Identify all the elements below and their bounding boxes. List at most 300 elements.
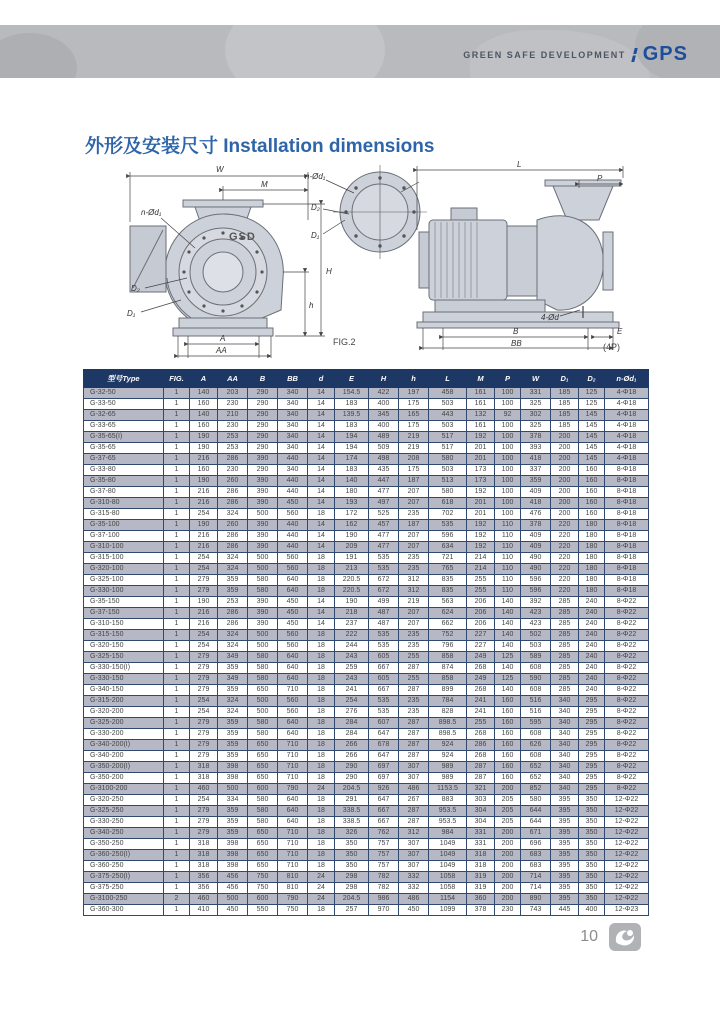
- value-cell: 395: [551, 817, 579, 828]
- value-cell: 132: [467, 410, 495, 421]
- value-cell: 295: [579, 784, 605, 795]
- table-row: [84, 729, 649, 740]
- value-cell: 953.5: [429, 806, 467, 817]
- value-cell: 378: [521, 520, 551, 531]
- table-row: [84, 597, 649, 608]
- dim-label-e: E: [617, 327, 623, 336]
- value-cell: 279: [190, 663, 218, 674]
- value-cell: 640: [278, 674, 308, 685]
- value-cell: 989: [429, 762, 467, 773]
- installation-drawings: [83, 160, 653, 362]
- table-row: [84, 718, 649, 729]
- value-cell: 140: [495, 641, 521, 652]
- value-cell: 1: [164, 663, 190, 674]
- value-cell: 500: [248, 707, 278, 718]
- value-cell: 340: [278, 432, 308, 443]
- value-cell: 1: [164, 586, 190, 597]
- value-cell: 395: [551, 861, 579, 872]
- value-cell: 14: [308, 432, 335, 443]
- value-cell: 286: [218, 608, 248, 619]
- value-cell: 230: [218, 465, 248, 476]
- value-cell: 205: [495, 817, 521, 828]
- value-cell: 476: [521, 509, 551, 520]
- value-cell: 326: [335, 828, 369, 839]
- column-header: AA: [218, 370, 248, 388]
- value-cell: 580: [248, 663, 278, 674]
- value-cell: 18: [308, 806, 335, 817]
- value-cell: 458: [429, 388, 467, 399]
- value-cell: 180: [335, 487, 369, 498]
- value-cell: 714: [521, 883, 551, 894]
- value-cell: 18: [308, 641, 335, 652]
- value-cell: 279: [190, 718, 218, 729]
- value-cell: 8-Φ22: [605, 696, 649, 707]
- table-row: [84, 553, 649, 564]
- value-cell: 359: [218, 751, 248, 762]
- footer-logo-icon: [608, 922, 642, 952]
- value-cell: 253: [218, 597, 248, 608]
- value-cell: 180: [579, 542, 605, 553]
- value-cell: 200: [551, 487, 579, 498]
- value-cell: 1154: [429, 894, 467, 905]
- value-cell: 279: [190, 685, 218, 696]
- value-cell: 1: [164, 718, 190, 729]
- value-cell: 12-Φ23: [605, 905, 649, 916]
- value-cell: 410: [190, 905, 218, 916]
- value-cell: 303: [467, 795, 495, 806]
- model-cell: G-375-250(I): [84, 872, 164, 883]
- value-cell: 400: [369, 399, 399, 410]
- value-cell: 18: [308, 630, 335, 641]
- value-cell: 287: [399, 817, 429, 828]
- value-cell: 18: [308, 509, 335, 520]
- model-cell: G-3100-200: [84, 784, 164, 795]
- value-cell: 4-Φ18: [605, 399, 649, 410]
- model-cell: G-315-100: [84, 553, 164, 564]
- value-cell: 1: [164, 454, 190, 465]
- value-cell: 1: [164, 641, 190, 652]
- value-cell: 1: [164, 707, 190, 718]
- value-cell: 160: [579, 465, 605, 476]
- value-cell: 235: [399, 630, 429, 641]
- value-cell: 190: [190, 443, 218, 454]
- value-cell: 500: [248, 509, 278, 520]
- value-cell: 8-Φ22: [605, 597, 649, 608]
- value-cell: 160: [495, 751, 521, 762]
- value-cell: 201: [467, 454, 495, 465]
- model-cell: G-330-250: [84, 817, 164, 828]
- model-cell: G-340-200(I): [84, 740, 164, 751]
- value-cell: 340: [551, 784, 579, 795]
- value-cell: 18: [308, 850, 335, 861]
- value-cell: 190: [190, 432, 218, 443]
- value-cell: 173: [467, 476, 495, 487]
- table-row: [84, 410, 649, 421]
- value-cell: 340: [551, 696, 579, 707]
- value-cell: 500: [248, 630, 278, 641]
- value-cell: 14: [308, 421, 335, 432]
- value-cell: 139.5: [335, 410, 369, 421]
- table-row: [84, 564, 649, 575]
- dimensions-table-header-row: [84, 370, 649, 388]
- value-cell: 160: [495, 729, 521, 740]
- value-cell: 249: [467, 652, 495, 663]
- value-cell: 125: [495, 652, 521, 663]
- table-row: [84, 905, 649, 916]
- value-cell: 319: [467, 883, 495, 894]
- value-cell: 220.5: [335, 586, 369, 597]
- value-cell: 304: [467, 817, 495, 828]
- value-cell: 92: [495, 410, 521, 421]
- value-cell: 550: [248, 905, 278, 916]
- value-cell: 14: [308, 608, 335, 619]
- value-cell: 710: [278, 762, 308, 773]
- value-cell: 207: [399, 619, 429, 630]
- value-cell: 302: [521, 410, 551, 421]
- value-cell: 890: [521, 894, 551, 905]
- value-cell: 500: [218, 784, 248, 795]
- value-cell: 304: [467, 806, 495, 817]
- model-cell: G-33-50: [84, 399, 164, 410]
- value-cell: 24: [308, 894, 335, 905]
- value-cell: 254: [190, 509, 218, 520]
- value-cell: 191: [335, 553, 369, 564]
- pump-brand-mark: GSD: [229, 231, 256, 243]
- value-cell: 290: [248, 465, 278, 476]
- value-cell: 295: [579, 740, 605, 751]
- value-cell: 14: [308, 531, 335, 542]
- table-row: [84, 696, 649, 707]
- value-cell: 392: [521, 597, 551, 608]
- value-cell: 160: [495, 718, 521, 729]
- column-header: h: [399, 370, 429, 388]
- value-cell: 210: [218, 410, 248, 421]
- value-cell: 286: [467, 740, 495, 751]
- value-cell: 185: [551, 399, 579, 410]
- value-cell: 489: [369, 432, 399, 443]
- value-cell: 204.5: [335, 894, 369, 905]
- value-cell: 710: [278, 839, 308, 850]
- dimensions-table-body: [84, 388, 649, 916]
- value-cell: 266: [335, 751, 369, 762]
- value-cell: 560: [278, 564, 308, 575]
- table-row: [84, 454, 649, 465]
- value-cell: 782: [369, 883, 399, 894]
- value-cell: 359: [218, 806, 248, 817]
- value-cell: 1049: [429, 850, 467, 861]
- value-cell: 596: [521, 586, 551, 597]
- value-cell: 318: [467, 850, 495, 861]
- value-cell: 1: [164, 795, 190, 806]
- value-cell: 440: [278, 542, 308, 553]
- value-cell: 1: [164, 476, 190, 487]
- value-cell: 12-Φ22: [605, 861, 649, 872]
- value-cell: 535: [369, 553, 399, 564]
- value-cell: 18: [308, 707, 335, 718]
- value-cell: 165: [399, 410, 429, 421]
- table-row: [84, 575, 649, 586]
- table-row: [84, 509, 649, 520]
- value-cell: 640: [278, 795, 308, 806]
- table-row: [84, 674, 649, 685]
- value-cell: 14: [308, 454, 335, 465]
- value-cell: 290: [248, 443, 278, 454]
- value-cell: 180: [579, 553, 605, 564]
- value-cell: 324: [218, 630, 248, 641]
- value-cell: 160: [495, 740, 521, 751]
- value-cell: 497: [369, 498, 399, 509]
- value-cell: 683: [521, 850, 551, 861]
- value-cell: 1058: [429, 883, 467, 894]
- value-cell: 525: [369, 509, 399, 520]
- value-cell: 214: [467, 553, 495, 564]
- value-cell: 18: [308, 685, 335, 696]
- value-cell: 254: [190, 696, 218, 707]
- value-cell: 752: [429, 630, 467, 641]
- value-cell: 580: [248, 575, 278, 586]
- value-cell: 218: [335, 608, 369, 619]
- value-cell: 279: [190, 817, 218, 828]
- value-cell: 18: [308, 674, 335, 685]
- value-cell: 398: [218, 773, 248, 784]
- value-cell: 290: [248, 421, 278, 432]
- value-cell: 560: [278, 696, 308, 707]
- value-cell: 325: [521, 399, 551, 410]
- model-cell: G-320-100: [84, 564, 164, 575]
- value-cell: 24: [308, 872, 335, 883]
- value-cell: 325: [521, 421, 551, 432]
- value-cell: 487: [369, 608, 399, 619]
- value-cell: 4-Φ18: [605, 388, 649, 399]
- value-cell: 8-Φ18: [605, 531, 649, 542]
- value-cell: 200: [495, 784, 521, 795]
- value-cell: 205: [495, 806, 521, 817]
- value-cell: 8-Φ22: [605, 685, 649, 696]
- value-cell: 255: [399, 652, 429, 663]
- value-cell: 160: [579, 487, 605, 498]
- model-cell: G-32-50: [84, 388, 164, 399]
- value-cell: 12-Φ22: [605, 839, 649, 850]
- value-cell: 390: [248, 476, 278, 487]
- value-cell: 268: [467, 663, 495, 674]
- value-cell: 318: [190, 861, 218, 872]
- value-cell: 279: [190, 751, 218, 762]
- value-cell: 683: [521, 861, 551, 872]
- value-cell: 350: [579, 839, 605, 850]
- value-cell: 110: [495, 564, 521, 575]
- value-cell: 390: [248, 487, 278, 498]
- table-row: [84, 762, 649, 773]
- value-cell: 276: [335, 707, 369, 718]
- value-cell: 337: [521, 465, 551, 476]
- value-cell: 443: [429, 410, 467, 421]
- value-cell: 858: [429, 674, 467, 685]
- value-cell: 596: [429, 531, 467, 542]
- value-cell: 500: [248, 553, 278, 564]
- value-cell: 12-Φ22: [605, 894, 649, 905]
- brand-logo: GPS: [642, 43, 688, 65]
- value-cell: 696: [521, 839, 551, 850]
- value-cell: 290: [248, 388, 278, 399]
- value-cell: 423: [521, 619, 551, 630]
- value-cell: 192: [467, 432, 495, 443]
- value-cell: 418: [521, 498, 551, 509]
- model-cell: G-325-100: [84, 575, 164, 586]
- value-cell: 721: [429, 553, 467, 564]
- value-cell: 207: [399, 531, 429, 542]
- value-cell: 14: [308, 487, 335, 498]
- value-cell: 650: [248, 861, 278, 872]
- value-cell: 8-Φ22: [605, 652, 649, 663]
- model-cell: G-350-200(I): [84, 762, 164, 773]
- value-cell: 160: [190, 421, 218, 432]
- value-cell: 254: [190, 795, 218, 806]
- value-cell: 390: [248, 498, 278, 509]
- value-cell: 440: [278, 531, 308, 542]
- value-cell: 350: [579, 894, 605, 905]
- value-cell: 390: [248, 597, 278, 608]
- value-cell: 796: [429, 641, 467, 652]
- value-cell: 393: [521, 443, 551, 454]
- value-cell: 340: [278, 399, 308, 410]
- value-cell: 1: [164, 421, 190, 432]
- table-row: [84, 487, 649, 498]
- value-cell: 259: [335, 663, 369, 674]
- value-cell: 580: [248, 817, 278, 828]
- value-cell: 710: [278, 685, 308, 696]
- value-cell: 140: [495, 597, 521, 608]
- value-cell: 338.5: [335, 806, 369, 817]
- value-cell: 200: [495, 828, 521, 839]
- value-cell: 219: [399, 432, 429, 443]
- value-cell: 608: [521, 663, 551, 674]
- model-cell: G-310-150: [84, 619, 164, 630]
- value-cell: 1: [164, 784, 190, 795]
- value-cell: 287: [467, 773, 495, 784]
- value-cell: 678: [369, 740, 399, 751]
- value-cell: 580: [248, 729, 278, 740]
- value-cell: 650: [248, 762, 278, 773]
- table-row: [84, 630, 649, 641]
- value-cell: 285: [551, 663, 579, 674]
- value-cell: 600: [248, 894, 278, 905]
- value-cell: 500: [248, 696, 278, 707]
- value-cell: 240: [579, 608, 605, 619]
- dim-label-p: P: [597, 174, 603, 183]
- column-header: BB: [278, 370, 308, 388]
- value-cell: 702: [429, 509, 467, 520]
- value-cell: 8-Φ22: [605, 608, 649, 619]
- model-cell: G-37-100: [84, 531, 164, 542]
- value-cell: 647: [369, 729, 399, 740]
- value-cell: 190: [190, 476, 218, 487]
- value-cell: 307: [399, 850, 429, 861]
- value-cell: 279: [190, 575, 218, 586]
- value-cell: 160: [579, 509, 605, 520]
- value-cell: 286: [218, 487, 248, 498]
- value-cell: 200: [551, 454, 579, 465]
- value-cell: 312: [399, 828, 429, 839]
- dim-label-nd1: n-Ød₁: [141, 208, 162, 217]
- value-cell: 227: [467, 630, 495, 641]
- value-cell: 203: [218, 388, 248, 399]
- value-cell: 360: [467, 894, 495, 905]
- value-cell: 100: [495, 432, 521, 443]
- value-cell: 503: [429, 399, 467, 410]
- value-cell: 640: [278, 806, 308, 817]
- value-cell: 12-Φ22: [605, 872, 649, 883]
- value-cell: 450: [399, 905, 429, 916]
- banner-decoration: [225, 25, 385, 78]
- value-cell: 667: [369, 806, 399, 817]
- value-cell: 200: [551, 476, 579, 487]
- value-cell: 1: [164, 861, 190, 872]
- value-cell: 667: [369, 817, 399, 828]
- value-cell: 580: [429, 487, 467, 498]
- value-cell: 190: [190, 597, 218, 608]
- value-cell: 400: [579, 905, 605, 916]
- value-cell: 828: [429, 707, 467, 718]
- value-cell: 260: [218, 520, 248, 531]
- value-cell: 285: [551, 652, 579, 663]
- table-row: [84, 806, 649, 817]
- value-cell: 350: [579, 817, 605, 828]
- value-cell: 580: [248, 718, 278, 729]
- value-cell: 318: [190, 850, 218, 861]
- value-cell: 340: [278, 410, 308, 421]
- value-cell: 14: [308, 542, 335, 553]
- value-cell: 290: [335, 762, 369, 773]
- value-cell: 8-Φ22: [605, 784, 649, 795]
- value-cell: 8-Φ22: [605, 630, 649, 641]
- value-cell: 1: [164, 542, 190, 553]
- column-header: n-Ød₁: [605, 370, 649, 388]
- value-cell: 183: [335, 399, 369, 410]
- value-cell: 18: [308, 795, 335, 806]
- value-cell: 440: [278, 476, 308, 487]
- dim-label-d1-mid: D₁: [311, 231, 320, 240]
- value-cell: 18: [308, 564, 335, 575]
- value-cell: 331: [467, 839, 495, 850]
- value-cell: 535: [429, 520, 467, 531]
- value-cell: 349: [218, 652, 248, 663]
- value-cell: 608: [521, 685, 551, 696]
- value-cell: 790: [278, 894, 308, 905]
- value-cell: 295: [579, 751, 605, 762]
- value-cell: 110: [495, 520, 521, 531]
- value-cell: 160: [495, 762, 521, 773]
- value-cell: 255: [467, 575, 495, 586]
- value-cell: 924: [429, 751, 467, 762]
- value-cell: 285: [551, 641, 579, 652]
- value-cell: 100: [495, 388, 521, 399]
- value-cell: 180: [579, 520, 605, 531]
- value-cell: 450: [218, 905, 248, 916]
- value-cell: 359: [218, 663, 248, 674]
- value-cell: 440: [278, 520, 308, 531]
- value-cell: 359: [218, 586, 248, 597]
- model-cell: G-340-200: [84, 751, 164, 762]
- value-cell: 989: [429, 773, 467, 784]
- page-title: 外形及安装尺寸 Installation dimensions: [85, 136, 435, 157]
- value-cell: 219: [399, 443, 429, 454]
- value-cell: 145: [579, 454, 605, 465]
- value-cell: 359: [218, 729, 248, 740]
- value-cell: 290: [335, 773, 369, 784]
- value-cell: 220.5: [335, 575, 369, 586]
- value-cell: 243: [335, 652, 369, 663]
- value-cell: 650: [248, 751, 278, 762]
